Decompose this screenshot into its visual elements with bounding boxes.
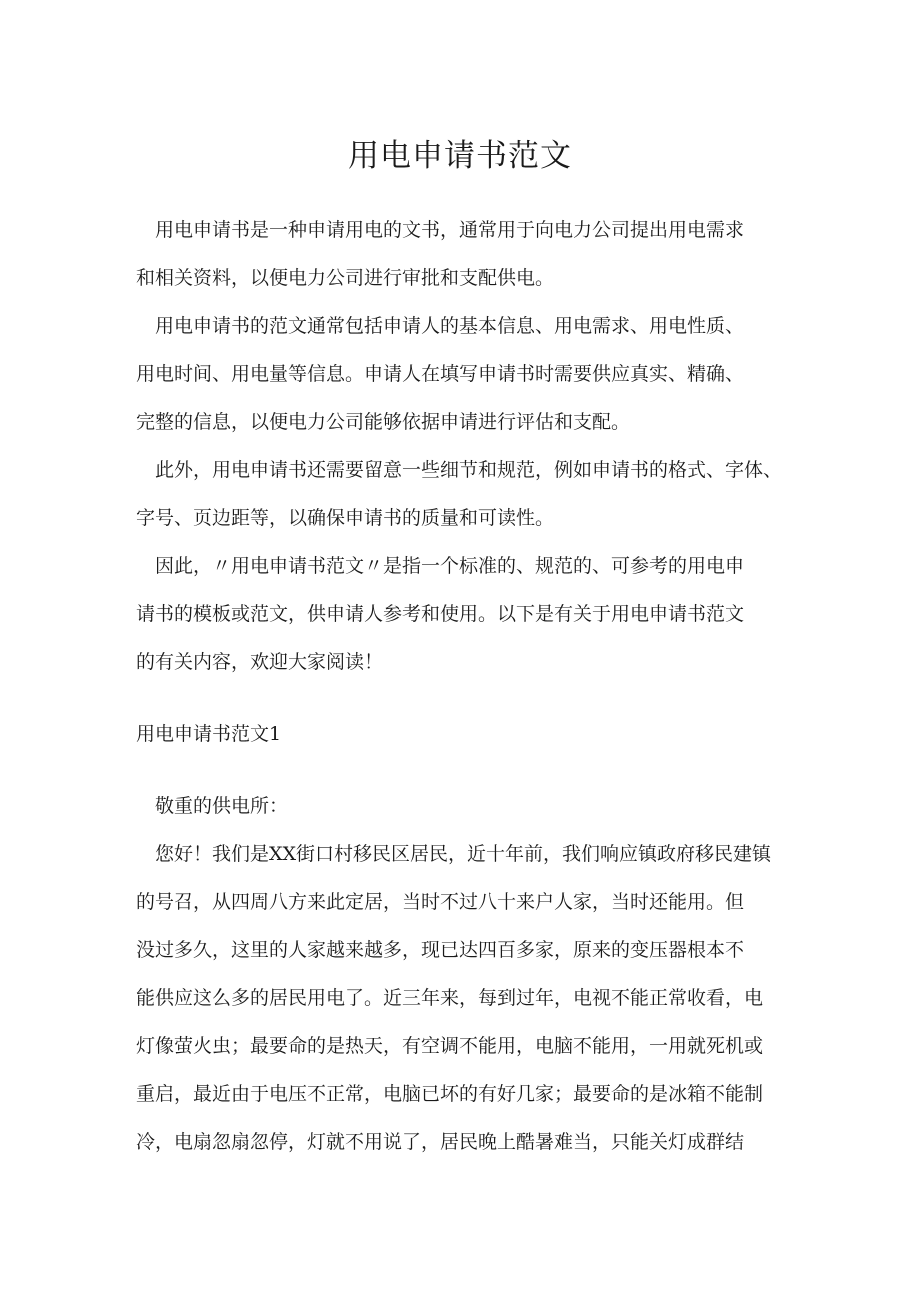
text-line: 的有关内容，欢迎大家阅读！ (136, 651, 384, 673)
text-line: 灯像萤火虫；最要命的是热天，有空调不能用，电脑不能用，一用就死机或 (136, 1035, 764, 1057)
intro-paragraph-3 (136, 446, 786, 542)
text-line: 字号、页边距等，以确保申请书的质量和可读性。 (136, 507, 555, 529)
text-line: 重启，最近由于电压不正常，电脑已坏的有好几家；最要命的是冰箱不能制 (136, 1083, 764, 1105)
text-line: 冷，电扇忽扇忽停，灯就不用说了，居民晚上酷暑难当，只能关灯成群结 (136, 1131, 745, 1153)
letter-greeting: 敬重的供电所： (136, 795, 289, 817)
sample-heading: 用电申请书范文1 (136, 723, 282, 745)
text-line: 因此，〃用电申请书范文〃是指一个标准的、规范的、可参考的用电申 (136, 555, 745, 577)
intro-paragraph-1 (136, 206, 786, 302)
text-line: 您好！我们是XX街口村移民区居民，近十年前，我们响应镇政府移民建镇 (136, 843, 772, 865)
text-line: 和相关资料，以便电力公司进行审批和支配供电。 (136, 267, 555, 289)
text-line: 此外，用电申请书还需要留意一些细节和规范，例如申请书的格式、字体、 (136, 459, 783, 481)
text-line: 能供应这么多的居民用电了。近三年来，每到过年，电视不能正常收看，电 (136, 987, 764, 1009)
document-title: 用电申请书范文 (348, 138, 572, 174)
text-line: 完整的信息，以便电力公司能够依据申请进行评估和支配。 (136, 411, 631, 433)
text-line: 没过多久，这里的人家越来越多，现已达四百多家，原来的变压器根本不 (136, 939, 745, 961)
text-line: 用电申请书的范文通常包括申请人的基本信息、用电需求、用电性质、 (136, 315, 745, 337)
intro-paragraph-2 (136, 302, 786, 446)
intro-paragraph-4 (136, 542, 786, 686)
letter-body (136, 830, 786, 1166)
text-line: 用电时间、用电量等信息。申请人在填写申请书时需要供应真实、精确、 (136, 363, 745, 385)
text-line: 请书的模板或范文，供申请人参考和使用。以下是有关于用电申请书范文 (136, 603, 745, 625)
text-line: 用电申请书是一种申请用电的文书，通常用于向电力公司提出用电需求 (136, 219, 745, 241)
text-line: 的号召，从四周八方来此定居，当时不过八十来户人家，当时还能用。但 (136, 891, 745, 913)
